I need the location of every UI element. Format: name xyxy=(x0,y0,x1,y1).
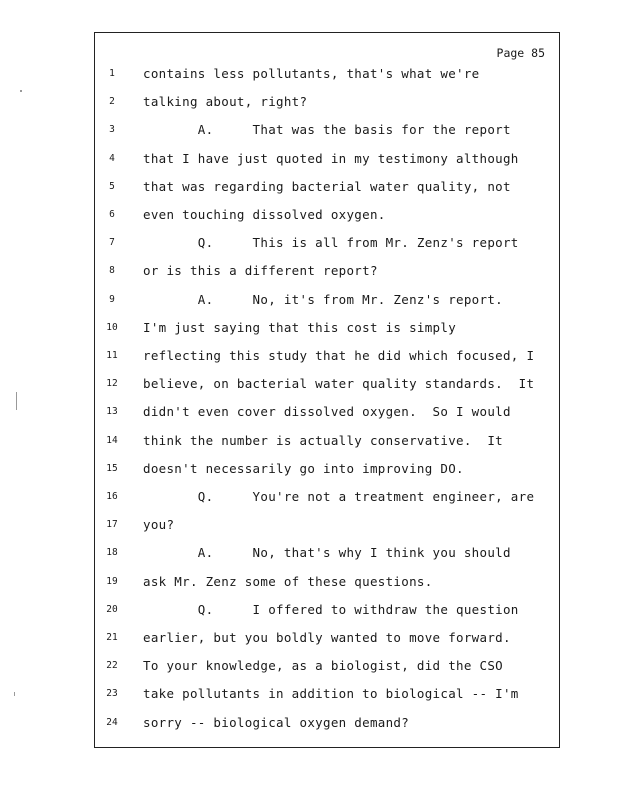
line-text: A. That was the basis for the report xyxy=(143,122,511,138)
line-number: 6 xyxy=(109,209,115,220)
margin-mark xyxy=(14,692,15,696)
transcript-line xyxy=(95,433,559,453)
line-number: 13 xyxy=(106,406,118,418)
line-text: you? xyxy=(143,517,175,533)
transcript-line xyxy=(95,715,559,735)
line-number: 2 xyxy=(109,96,115,108)
line-number: 15 xyxy=(106,462,118,474)
transcript-line xyxy=(95,658,559,678)
transcript-line xyxy=(95,66,559,86)
transcript-line xyxy=(95,179,559,199)
line-number: 9 xyxy=(109,293,115,305)
transcript-line xyxy=(95,263,559,283)
transcript-line xyxy=(95,94,559,114)
transcript-line xyxy=(95,207,559,227)
transcript-line xyxy=(95,489,559,509)
line-number: 1 xyxy=(109,68,115,79)
line-text: talking about, right? xyxy=(143,94,308,110)
page-number: Page 85 xyxy=(496,46,545,60)
transcript-line xyxy=(95,545,559,565)
line-number: 16 xyxy=(106,491,118,502)
line-number: 7 xyxy=(109,237,115,249)
line-number: 17 xyxy=(106,519,118,531)
line-text: Q. This is all from Mr. Zenz's report xyxy=(143,235,519,251)
line-text: earlier, but you boldly wanted to move forward. xyxy=(143,630,511,645)
margin-mark xyxy=(20,90,22,92)
transcript-line xyxy=(95,461,559,481)
line-number: 3 xyxy=(109,124,115,136)
line-number: 14 xyxy=(106,434,118,446)
line-text: think the number is actually conservative. It xyxy=(143,432,503,448)
transcript-line xyxy=(95,574,559,594)
line-text: doesn't necessarily go into improving DO. xyxy=(143,460,464,476)
line-text: believe, on bacterial water quality standards. It xyxy=(143,376,535,392)
transcript-line xyxy=(95,404,559,424)
line-text: To your knowledge, as a biologist, did the CSO xyxy=(143,658,503,674)
transcript-line xyxy=(95,517,559,537)
line-text: contains less pollutants, that's what we're xyxy=(143,66,480,81)
transcript-line xyxy=(95,292,559,312)
line-number: 24 xyxy=(106,716,118,728)
line-number: 22 xyxy=(106,660,118,672)
transcript-line xyxy=(95,151,559,171)
transcript-line xyxy=(95,235,559,255)
line-text: A. No, that's why I think you should xyxy=(143,545,511,561)
line-number: 10 xyxy=(106,321,118,333)
line-text: even touching dissolved oxygen. xyxy=(143,207,386,222)
transcript-line xyxy=(95,348,559,368)
line-text: Q. You're not a treatment engineer, are xyxy=(143,489,535,504)
line-text: Q. I offered to withdraw the question xyxy=(143,601,519,617)
line-text: that I have just quoted in my testimony although xyxy=(143,150,519,166)
line-number: 11 xyxy=(106,350,118,361)
line-number: 20 xyxy=(106,603,118,615)
transcript-line xyxy=(95,630,559,650)
transcript-line xyxy=(95,376,559,396)
transcript-page xyxy=(94,32,560,748)
line-number: 12 xyxy=(106,378,118,390)
line-text: A. No, it's from Mr. Zenz's report. xyxy=(143,291,503,307)
line-text: or is this a different report? xyxy=(143,263,378,279)
line-text: reflecting this study that he did which focused, I xyxy=(143,348,535,363)
transcript-line xyxy=(95,686,559,706)
transcript-line xyxy=(95,122,559,142)
line-text: didn't even cover dissolved oxygen. So I would xyxy=(143,404,511,420)
line-number: 8 xyxy=(109,265,115,277)
line-number: 21 xyxy=(106,632,118,643)
line-text: sorry -- biological oxygen demand? xyxy=(143,714,410,730)
line-text: take pollutants in addition to biological -- I'm xyxy=(143,686,519,702)
line-number: 5 xyxy=(109,180,115,192)
line-text: I'm just saying that this cost is simply xyxy=(143,319,457,335)
line-text: that was regarding bacterial water quality, not xyxy=(143,178,511,194)
line-number: 4 xyxy=(109,152,115,164)
margin-mark xyxy=(16,392,17,410)
transcript-line xyxy=(95,320,559,340)
line-number: 18 xyxy=(106,547,118,559)
line-number: 23 xyxy=(106,688,118,700)
line-number: 19 xyxy=(106,575,118,587)
line-text: ask Mr. Zenz some of these questions. xyxy=(143,573,433,589)
transcript-line xyxy=(95,602,559,622)
